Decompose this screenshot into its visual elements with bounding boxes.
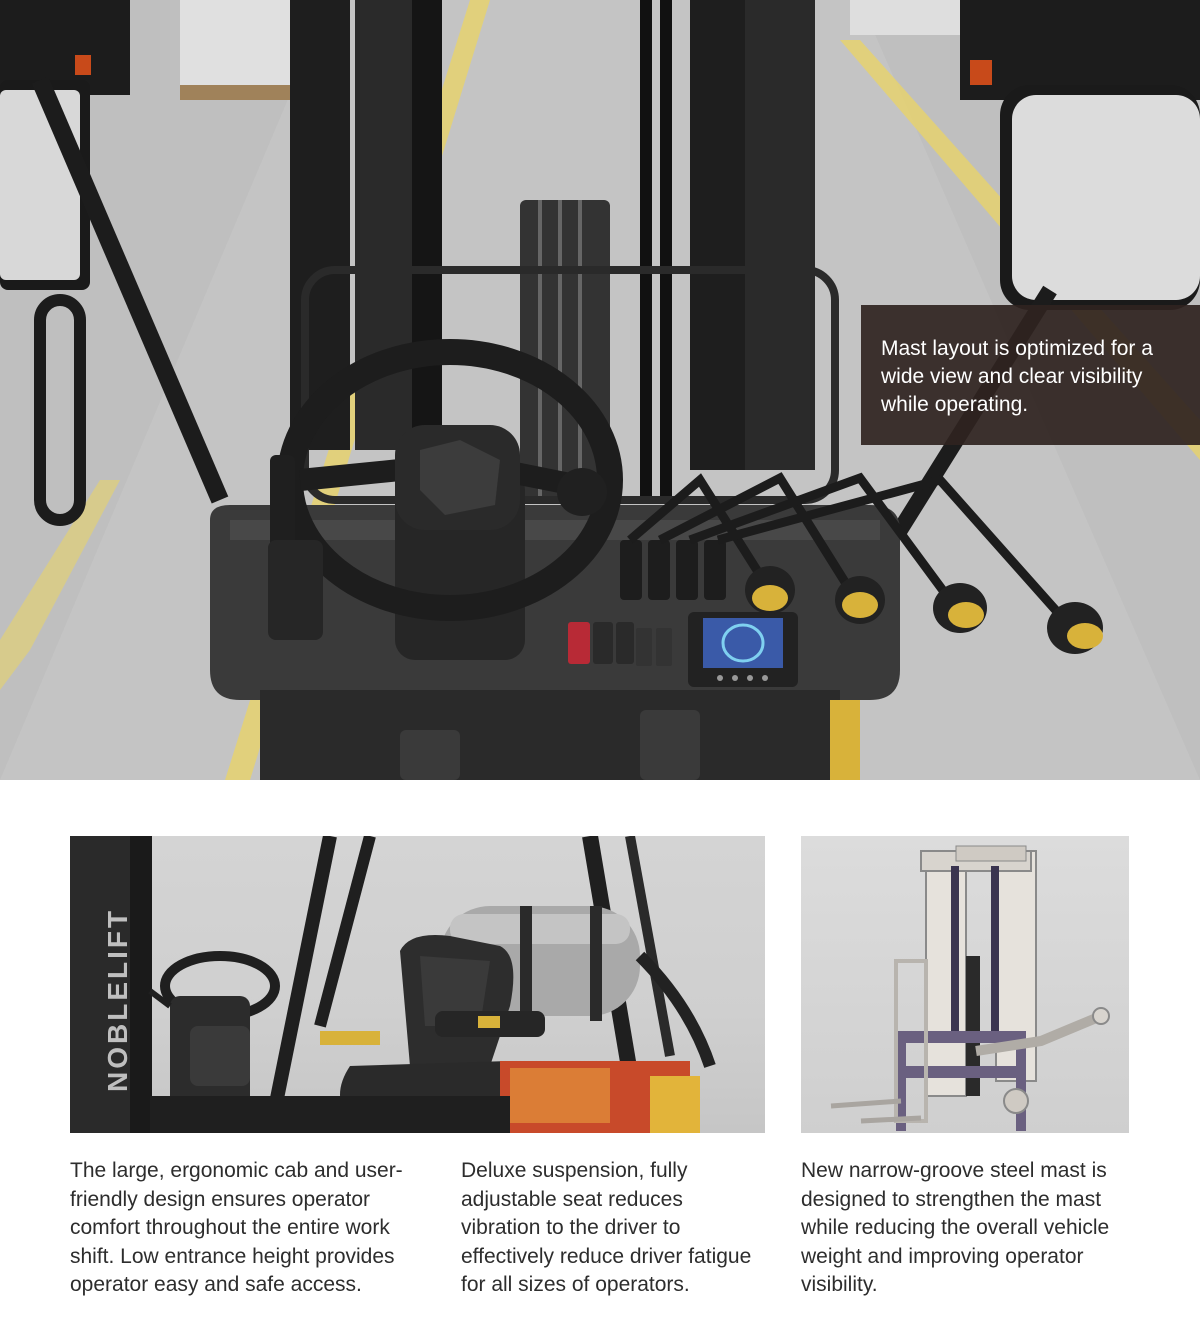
- mast-visibility-callout: [861, 305, 1200, 445]
- callout-text: Mast layout is optimized for a wide view and clear visibility while operating.: [881, 337, 1153, 416]
- mast-caption: New narrow-groove steel mast is designed to strengthen the mast while reducing the overall vehicle weight and improving operator visibility.: [801, 1159, 1110, 1296]
- cab-caption: The large, ergonomic cab and user-friendly design ensures operator comfort throughout the entire work shift. Low entrance height provides operator easy and safe access.: [70, 1159, 403, 1296]
- seat-caption: Deluxe suspension, fully adjustable seat reduces vibration to the driver to effectively reduce driver fatigue for all sizes of operators.: [461, 1159, 752, 1296]
- cab-seat-illustration: [70, 836, 765, 1133]
- mast-photo: [801, 836, 1129, 1133]
- noblelift-logo: NOBLELIFT: [102, 907, 133, 1092]
- cab-seat-photo: [70, 836, 765, 1133]
- mast-illustration: [801, 836, 1129, 1133]
